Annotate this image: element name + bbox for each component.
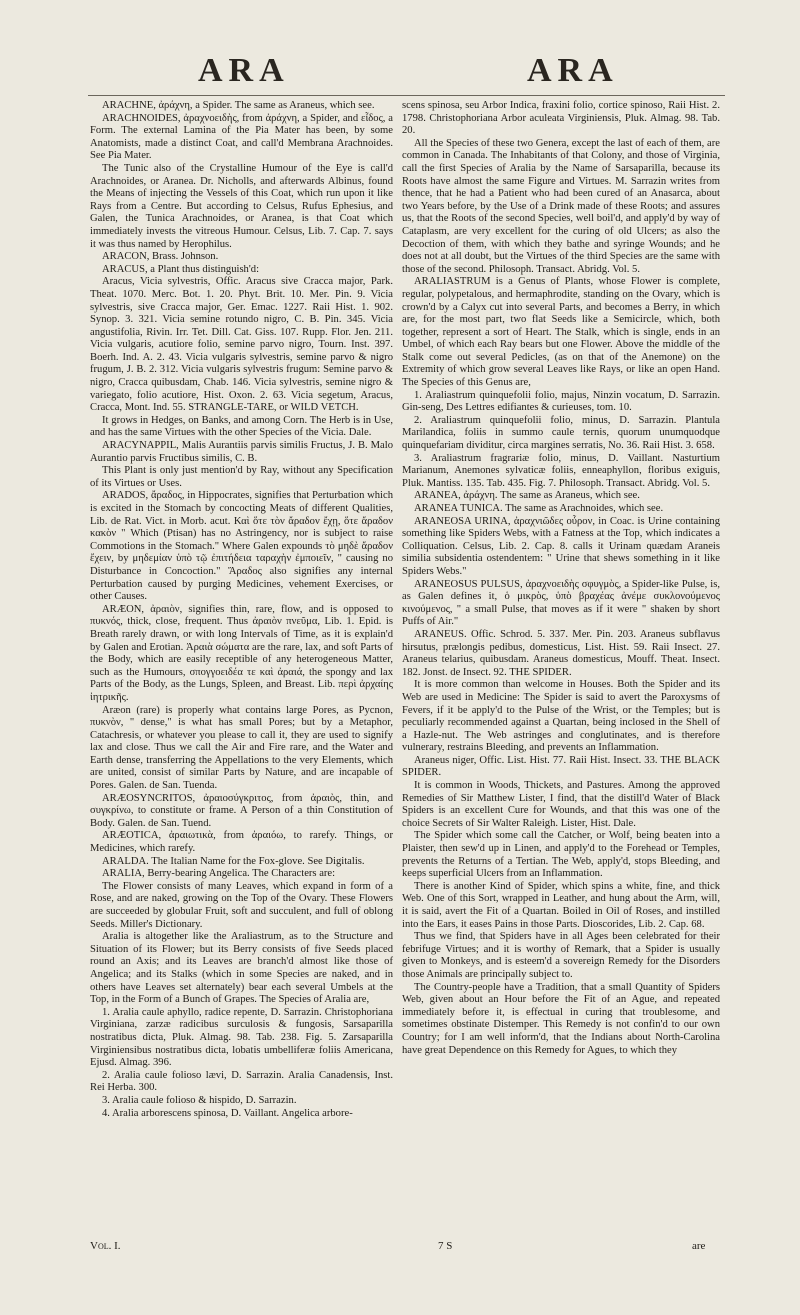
paragraph: 2. Araliastrum quinquefolii folio, minus, D. Sarrazin. Plantula Marilandica, foliis in summo caule ternis, quorum unumquodque quinquefariam dividitur, circa margines serratis, No. 36. Raii Hist. 3. 658.	[402, 414, 720, 452]
left-column	[90, 100, 393, 1120]
paragraph: 4. Aralia arborescens spinosa, D. Vaillant. Angelica arbore-	[102, 1107, 353, 1119]
header-rule	[88, 95, 725, 96]
paragraph: The Tunic also of the Crystalline Humour of the Eye is call'd Arachnoides, or Aranea. Dr. Nicholls, and afterwards Albinus, found the Means of injecting the Vessels of this Coat, which run upon it like Rays from a Centre. But according to Celsus, Rufus Ephesius, and Galen, the Tunica Arachnoides, or Aranea, is that Coat which immediately invests the vitreous Humour. Celsus, Lib. 7. Cap. 7. says it was thus named by Herophilus.	[90, 162, 393, 250]
paragraph: Araneus niger, Offic. List. Hist. 77. Raii Hist. Insect. 33. THE BLACK SPIDER.	[402, 754, 720, 779]
paragraph: Aracus, Vicia sylvestris, Offic. Aracus sive Cracca major, Park. Theat. 1070. Merc. Bot. 1. 20. Phyt. Brit. 10. Mer. Pin. 9. Vicia sylvestris, sive Cracca major, Ger. Emac. 1227. Raii Hist. 1. 902. Synop. 3. 321. Vicia semine rotundo nigro, C. B. Pin. 345. Vicia angustifolia, Rivin. Irr. Tet. Dill. Cat. Giss. 107. Rupp. Flor. Jen. 211. Vicia vulgaris, acutiore folio, semine parvo nigro, Tourn. Inst. 397. Boerh. Ind. A. 2. 43. Vicia vulgaris sylvestris, semine parvo & nigro frugum, J. B. 2. 312. Vicia vulgaris sylvestris frugum: Semine parvo & nigro, Cracca quibusdam, Chab. 146. Vicia sylvestris, semine nigro & variegato, folio acutiore, Hist. Oxon. 2. 63. Vicia segetum, Aracus, Cracca, Mont. Ind. 55. STRANGLE-TARE, or WILD VETCH.	[90, 276, 393, 414]
paragraph: ARACUS, a Plant thus distinguish'd:	[102, 263, 260, 275]
paragraph: scens spinosa, seu Arbor Indica, fraxini folio, cortice spinoso, Raii Hist. 2. 1798. Christophoriana Arbor aculeata Virginiensis, Pluk. Almag. 98. Tab. 20.	[402, 100, 720, 137]
paragraph: It grows in Hedges, on Banks, and among Corn. The Herb is in Use, and has the same Virtues with the other Species of the Vicia. Dale.	[90, 414, 393, 439]
paragraph: ARANEUS. Offic. Schrod. 5. 337. Mer. Pin. 203. Araneus subflavus hirsutus, prælongis pedibus, domesticus, List. Hist. 59. Raii Insect. 27. Araneus telarius, quibusdam. Araneus domesticus, Mouff. Theat. Insect. 182. Jonst. de Insect. 92. THE SPIDER.	[402, 628, 720, 678]
paragraph: 3. Araliastrum fragrariæ folio, minus, D. Vaillant. Nasturtium Marianum, Anemones sylvaticæ foliis, enneaphyllon, floribus exiguis, Pluk. Mantiss. 135. Tab. 435. Fig. 7. Philosoph. Transact. Abridg. Vol. 5.	[402, 452, 720, 489]
paragraph: It is more common than welcome in Houses. Both the Spider and its Web are used in Medicine: The Spider is said to avert the Paroxysms of Fevers, if it be apply'd to the Pulse of the Wrist, or the Temples; but is peculiarly recommended against a Quartan, being inclosed in the Shell of a Hazle-nut. The Web astringes and conglutinates, and is therefore vulnerary, restrains Bleeding, and prevents an Inflammation.	[402, 679, 720, 754]
paragraph: ARADOS, ἄραδος, in Hippocrates, signifies that Perturbation which is excited in the Stomach by concocting Meats of different Qualities, Lib. de Rat. Vict. in Morb. acut. Καὶ ὅτε τὸν ἄραδον ἔχῃ, ὅτε ἄραδον κακὸν " Which (Ptisan) has no Astringency, nor is subject to raise Commotions in the Stomach." Where Galen expounds τὸ μηδὲ ἄραδον ἔχειν, by μηδεμίαν ὑπὸ τῷ ἐπιτήδεια ταραχὴν ἐμποιεῖν, " causing no Disturbance in Concoction." Ἄραδος also signifies any internal Perturbation caused by purging Medicines, vehement Exercises, or other Causes.	[90, 490, 393, 603]
paragraph: Thus we find, that Spiders have in all Ages been celebrated for their febrifuge Virtues; and it is worthy of Remark, that a Spider is usually given to Monkeys, and is esteem'd a sovereign Remedy for the Disorders those Animals are principally subject to.	[402, 931, 720, 980]
paragraph: ARALDA. The Italian Name for the Fox-glove. See Digitalis.	[102, 855, 365, 867]
paragraph: ARÆOSYNCRITOS, ἀραιοσύγκριτος, from ἀραιὸς, thin, and συγκρίνω, to constitute or frame. A Person of a thin Constitution of Body. Galen. de San. Tuend.	[90, 792, 393, 829]
paragraph: Aralia is altogether like the Araliastrum, as to the Structure and Situation of its Flower; but its Berry consists of five Seeds placed round an Axis; and its Leaves are branch'd almost like those of Angelica; and its Stalks (which in some Species are naked, and in others have Leaves set alternately) bear each several Umbels at the Top, in the Form of a Bunch of Grapes. The Species of Aralia are,	[90, 931, 393, 1006]
paragraph: Aræon (rare) is properly what contains large Pores, as Pycnon, πυκνὸν, " dense," is what has small Pores; but by a Metaphor, Catachresis, or whatever you please to call it, they are used to signify lax and close. Thus we call the Air and Fire rare, and the Water and Earth dense, transferring the Appellations to the very Elements, which are united, consist of similar Parts by Nature, and are incapable of Pores. Galen. de San. Tuenda.	[90, 704, 393, 792]
paragraph: ARÆOTICA, ἀραιωτικὰ, from ἀραιόω, to rarefy. Things, or Medicines, which rarefy.	[90, 830, 393, 855]
running-head	[0, 52, 800, 92]
paragraph: It is common in Woods, Thickets, and Pastures. Among the approved Remedies of Sir Matthew Lister, I find, that the distill'd Water of Black Spiders is an excellent Cure for Wounds, and that this was one of the choice Secrets of Sir Walter Raleigh. Lister, Hist. Dale.	[402, 780, 720, 829]
right-column	[402, 100, 720, 1057]
running-head-left: ARA	[198, 52, 290, 89]
paragraph: The Flower consists of many Leaves, which expand in form of a Rose, and are naked, growing on the Top of the Ovary. These Flowers are succeeded by globular Fruit, soft and succulent, and full of oblong Seeds. Miller's Dictionary.	[90, 880, 393, 930]
paragraph: ARACHNOIDES, ἀραχνοειδὴς, from ἀράχνη, a Spider, and εἶδος, a Form. The external Lamina of the Pia Mater has been, by some Anatomists, made a distinct Coat, and call'd Membrana Arachnoides. See Pia Mater.	[90, 112, 393, 162]
paragraph: ARANEA, ἀράχνη. The same as Araneus, which see.	[414, 490, 640, 502]
paragraph: ARALIASTRUM is a Genus of Plants, whose Flower is complete, regular, polypetalous, and hermaphrodite, standing on the Ovary, which is crown'd by a Calyx cut into several Parts, and becomes a Berry, in which are, for the most part, two flat Seeds like a Semicircle, which, both together, represent a sort of Heart. The Stalk, which is single, ends in an Umbel, of which each Ray bears but one Flower. Above the middle of the Stalk come out several Pedicles, (as on that of the Anemone) on the Extremity of which grow several Leaves like Rays, or like an open Hand. The Species of this Genus are,	[402, 276, 720, 389]
paragraph: ARACON, Brass. Johnson.	[102, 251, 219, 263]
paragraph: All the Species of these two Genera, except the last of each of them, are common in Canada. The Inhabitants of that Colony, and those of Virginia, call the first Species of Aralia by the Name of Sarsaparilla, because its Roots have almost the same Figure and Virtues. M. Sarrazin writes from thence, that he had a Patient who had been cured of an Anasarca, about two Years before, by the Use of a Drink made of these Roots; and assures us, that the Roots of the second Species, well boil'd, and apply'd by way of Cataplasm, are very excellent for the curing of old Ulcers; as also the Decoction of them, with which they bathe and syringe Wounds; and he does not at all doubt, but the Virtues of the third Species are the same with those of the second. Philosoph. Transact. Abridg. Vol. 5.	[402, 137, 720, 275]
paragraph: This Plant is only just mention'd by Ray, without any Specification of its Virtues or Uses.	[90, 465, 393, 489]
paragraph: ARACYNAPPIL, Malis Aurantiis parvis similis Fructus, J. B. Malo Aurantio parvis Fructibus similis, C. B.	[90, 440, 393, 464]
paragraph: ARALIA, Berry-bearing Angelica. The Characters are:	[102, 868, 336, 880]
running-head-right: ARA	[527, 52, 619, 89]
volume-label: Vol. I.	[90, 1240, 121, 1252]
paragraph: ARÆON, ἀραιὸν, signifies thin, rare, flow, and is opposed to πυκνός, thick, close, frequent. Thus ἀραιὸν πνεῦμα, Lib. 1. Epid. is Breath rarely drawn, or with long Intervals of Time, as it is explain'd by Galen and Erotian. Ἀραιὰ σώματα are the rare, lax, and soft Parts of the Body, which are easily receptible of any heterogeneous Matter, such as the Humours, σπογγοειδέα τε καὶ ἀραιά, the spongy and lax Parts of the Body, as the Lungs, Spleen, and Breast. Lib. περὶ ἀρχαίης ἰητρικῆς.	[90, 603, 393, 703]
paragraph: ARANEOSA URINA, ἀραχνιῶδες οὖρον, in Coac. is Urine containing something like Spiders Webs, with a Fatness at the Top, which indicates a Colliquation. Celsus, Lib. 2. Cap. 8. calls it Urinam quædam Araneis similia subsidentia ostendentem: " Urine that shews something in it like Spiders Webs."	[402, 515, 720, 577]
signature-mark: 7 S	[438, 1240, 453, 1252]
paragraph: The Spider which some call the Catcher, or Wolf, being beaten into a Plaister, then sew'd up in Linen, and apply'd to the Forehead or Temples, prevents the Returns of a Tertian. The Web, apply'd, stops Bleeding, and keeps superficial Ulcers from an Inflammation.	[402, 830, 720, 880]
paragraph: 1. Araliastrum quinquefolii folio, majus, Ninzin vocatum, D. Sarrazin. Gin-seng, Des Lettres edifiantes & curieuses, tom. 10.	[402, 389, 720, 414]
paragraph: 2. Aralia caule folioso lævi, D. Sarrazin. Aralia Canadensis, Inst. Rei Herba. 300.	[90, 1069, 393, 1094]
paragraph: ARACHNE, ἀράχνη, a Spider. The same as Araneus, which see.	[102, 100, 375, 111]
paragraph: ARANEA TUNICA. The same as Arachnoides, which see.	[414, 503, 664, 514]
paragraph: The Country-people have a Tradition, that a small Quantity of Spiders Web, given about an Hour before the Fit of an Ague, and repeated immediately before it, is effectual in curing that troublesome, and sometimes obstinate Distemper. This Remedy is not confin'd to our own Country; for I am well inform'd, that the Indians about North-Carolina have great Dependence on this Remedy for Agues, to which they	[402, 981, 720, 1056]
paragraph: 1. Aralia caule aphyllo, radice repente, D. Sarrazin. Christophoriana Virginiana, zarzæ radicibus surculosis & fungosis, Sarsaparilla nostratibus dicta, Pluk. Almag. 98. Tab. 238. Fig. 5. Zarsaparilla Virginiensibus nostratibus dicta, lobatis umbelliferæ foliis Americana, Ejusd. Almag. 396.	[90, 1006, 393, 1069]
catchword: are	[692, 1240, 706, 1252]
paragraph: There is another Kind of Spider, which spins a white, fine, and thick Web. One of this Sort, wrapped in Leather, and hung about the Arm, will, it is said, avert the Fit of a Quartan. Boiled in Oil of Roses, and instilled into the Ears, it eases Pains in those Parts. Dioscorides, Lib. 2. Cap. 68.	[402, 880, 720, 930]
paragraph: ARANEOSUS PULSUS, ἀραχνοειδὴς σφυγμὸς, a Spider-like Pulse, is, as Galen defines it, ὁ μικρὸς, ὑπὸ βραχέας ἀνέμε συκλονούμενος κινούμενος, " a small Pulse, that moves as if it were " shaken by short Puffs of Air."	[402, 578, 720, 628]
paragraph: 3. Aralia caule folioso & hispido, D. Sarrazin.	[102, 1094, 297, 1106]
